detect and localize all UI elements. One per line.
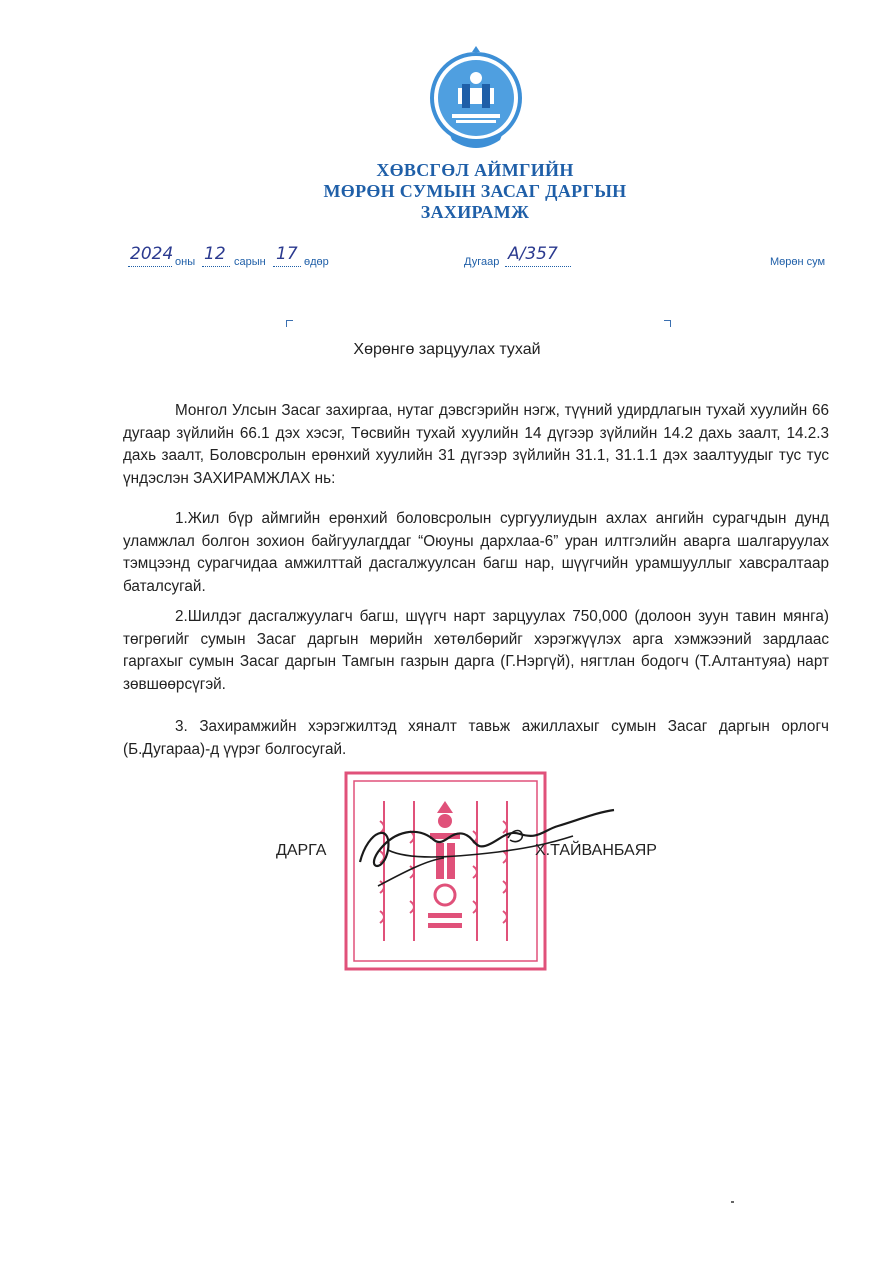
place: Мөрөн сум: [770, 256, 826, 268]
year-suffix: оны: [175, 256, 196, 268]
date-day: 17: [276, 244, 298, 264]
number-label: Дугаар: [464, 256, 500, 268]
signatory-title: ДАРГА: [276, 842, 327, 859]
dateline: [0, 244, 894, 274]
document-header: [300, 160, 650, 223]
title-bracket-left: [286, 320, 293, 327]
date-month: 12: [204, 244, 226, 264]
month-suffix: сарын: [234, 256, 266, 268]
paragraph-preamble: Монгол Улсын Засаг захиргаа, нутаг дэвсгэрийн нэгж, түүний удирдлагын тухай хуулийн 66 дугаар зүйлийн 66.1 дэх хэсэг, Төсвийн тухай хуулийн 14 дүгээр зүйлийн 14.2 дахь заалт, 14.2.3 дахь заалт, Боловсролын ерөнхий хуулийн 31 дүгээр зүйлийн 31.1, 31.1.1 дэх заалтуудыг тус тус үндэслэн ЗАХИРАМЖЛАХ нь:: [123, 402, 829, 487]
title-bracket-right: [664, 320, 671, 327]
paragraph-2: 2.Шилдэг дасгалжуулагч багш, шүүгч нарт зарцуулах 750,000 (долоон зуун тавин мянга) төгрөгийг сумын Засаг даргын мөрийн хөтөлбөрийг хэрэгжүүлэх арга хэмжээний зардлаас гаргахыг сумын Засаг даргын Тамгын газрын дарга (Г.Нэргүй), нягтлан бодогч (Т.Алтантуяа) нарт зөвшөөрсүгэй.: [123, 608, 829, 693]
day-suffix: өдөр: [304, 256, 329, 268]
header-line-2: МӨРӨН СУМЫН ЗАСАГ ДАРГЫН: [323, 181, 627, 201]
paragraph-1: 1.Жил бүр аймгийн ерөнхий боловсролын сургуулиудын ахлах ангийн сурагчдын дунд уламжлал болгон зохион байгуулагддаг “Оюуны дархлаа-6” уран илтгэлийн аварга шалгаруулах тэмцээнд сурагчидаа амжилттай дасгалжуулсан багш нар, шүүгчийн урамшууллыг хавсралтаар баталсугай.: [123, 510, 829, 595]
header-line-3: ЗАХИРАМЖ: [420, 202, 530, 222]
document-title: Хөрөнгө зарцуулах тухай: [353, 341, 541, 358]
paragraph-3: 3. Захирамжийн хэрэгжилтэд хяналт тавьж ажиллахыг сумын Засаг даргын орлогч (Б.Дугараа)-д үүрэг болгосугай.: [123, 718, 829, 758]
date-year: 2024: [130, 244, 174, 264]
signatory-name: Х.ТАЙВАНБАЯР: [535, 842, 657, 859]
scan-speck: [731, 1201, 734, 1203]
header-line-1: ХӨВСГӨЛ АЙМГИЙН: [376, 160, 574, 180]
state-emblem-icon: [428, 44, 524, 156]
document-number: А/357: [508, 244, 558, 264]
